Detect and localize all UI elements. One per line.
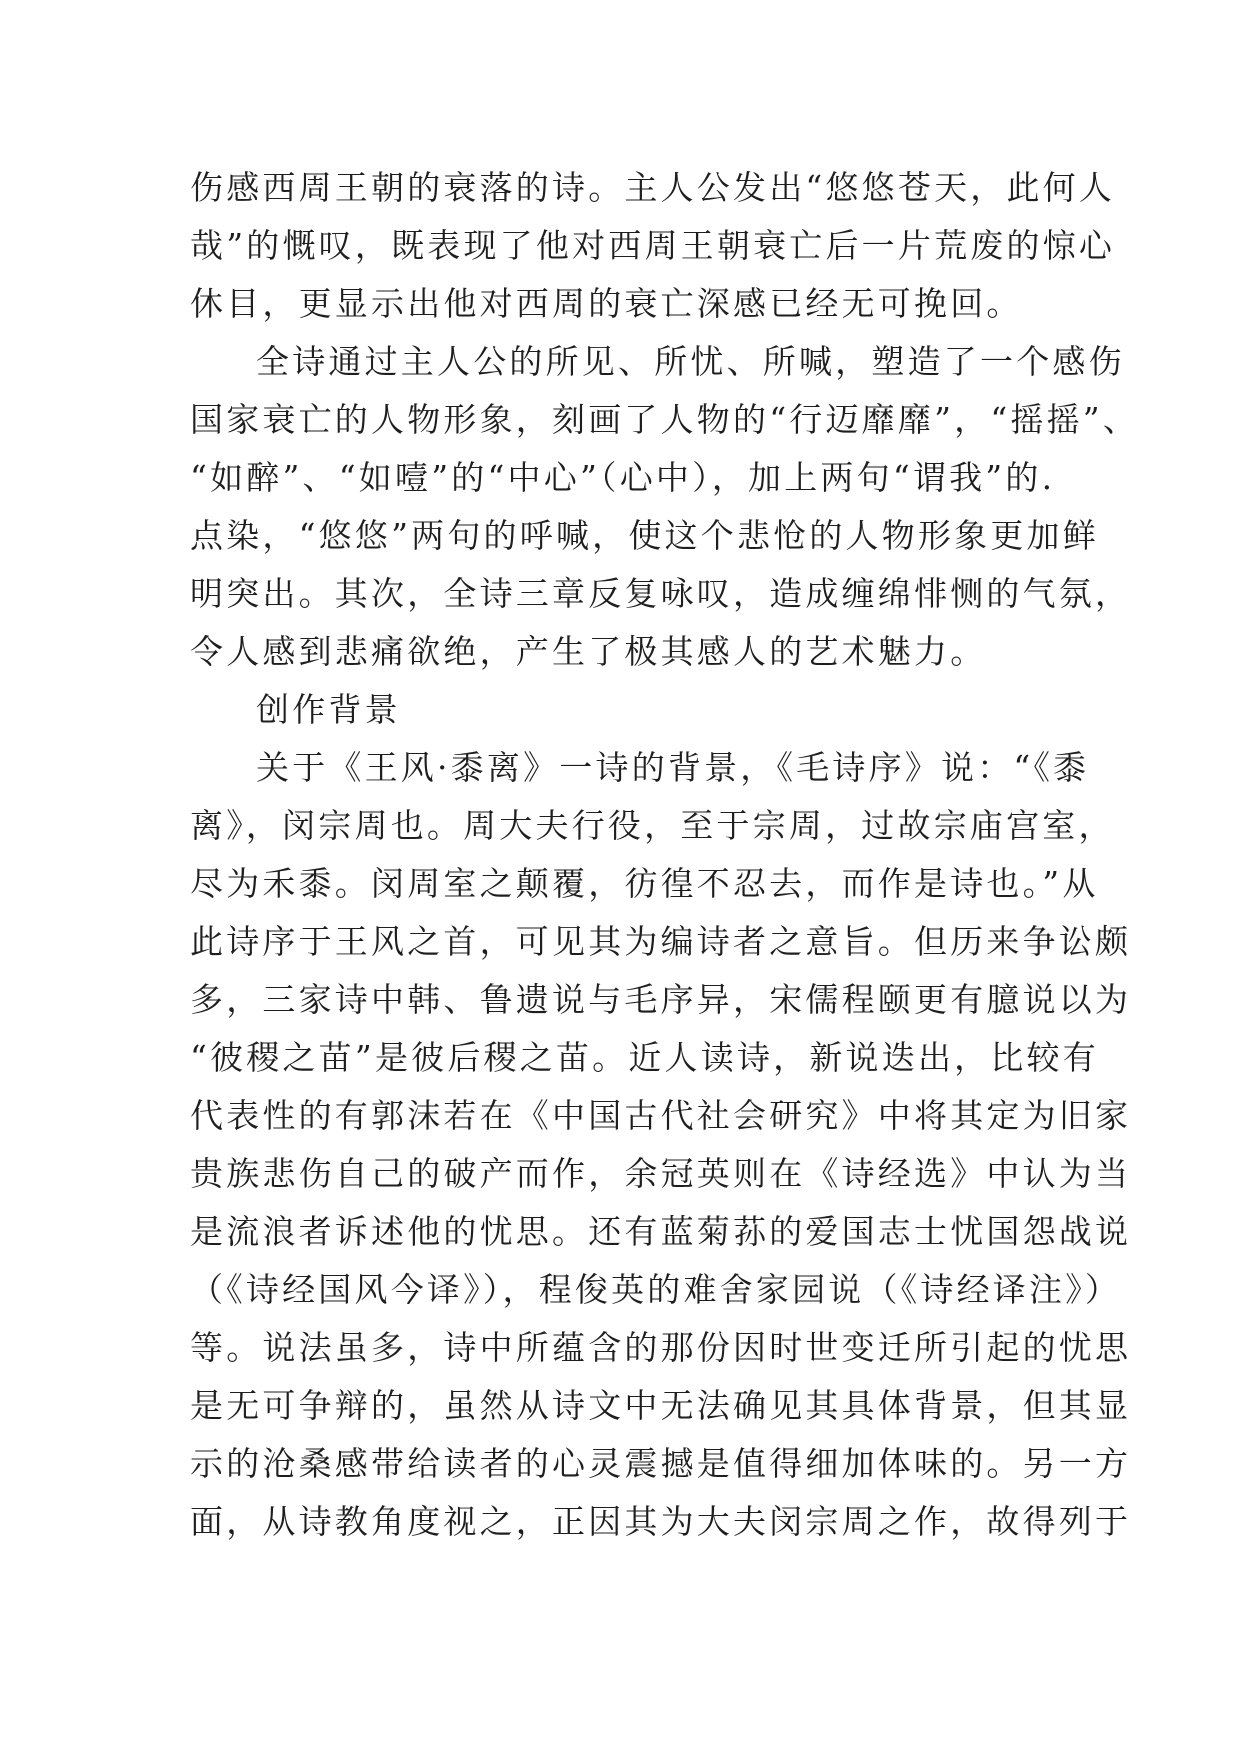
document-page xyxy=(190,159,1140,1551)
text-line: 贵族悲伤自己的破产而作，余冠英则在《诗经选》中认为当 xyxy=(190,1154,1132,1193)
text-line: 是无可争辩的，虽然从诗文中无法确见其具体背景，但其显 xyxy=(190,1386,1132,1425)
text-line: 令人感到悲痛欲绝，产生了极其感人的艺术魅力。 xyxy=(190,632,987,671)
text-line: “彼稷之苗”是彼后稷之苗。近人读诗，新说迭出，比较有 xyxy=(190,1038,1099,1077)
text-line: 关于《王风·黍离》一诗的背景，《毛诗序》说：“《黍 xyxy=(256,748,1090,787)
text-line: 哉”的慨叹，既表现了他对西周王朝衰亡后一片荒废的惊心 xyxy=(190,226,1116,265)
text-line: 全诗通过主人公的所见、所忧、所喊，塑造了一个感伤 xyxy=(256,342,1125,381)
text-line: 休目，更显示出他对西周的衰亡深感已经无可挽回。 xyxy=(190,284,1023,323)
text-line: 示的沧桑感带给读者的心灵震撼是值得细加体味的。另一方 xyxy=(190,1444,1132,1483)
text-line: 尽为禾黍。闵周室之颠覆，彷徨不忍去，而作是诗也。”从 xyxy=(190,864,1099,903)
text-line: 创作背景 xyxy=(256,690,401,729)
text-line: 等。说法虽多，诗中所蕴含的那份因时世变迁所引起的忧思 xyxy=(190,1328,1132,1367)
text-line: 代表性的有郭沫若在《中国古代社会研究》中将其定为旧家 xyxy=(190,1096,1132,1135)
text-line: 点染，“悠悠”两句的呼喊，使这个悲怆的人物形象更加鲜 xyxy=(190,516,1099,555)
text-line: 明突出。其次，全诗三章反复咏叹，造成缠绵悱恻的气氛， xyxy=(190,574,1132,613)
text-line: 国家衰亡的人物形象，刻画了人物的“行迈靡靡”，“摇摇”、 xyxy=(190,400,1140,439)
text-line: “如醉”、“如噎”的“中心”（心中），加上两句“谓我”的. xyxy=(190,458,1056,497)
text-line: 此诗序于王风之首，可见其为编诗者之意旨。但历来争讼颇 xyxy=(190,922,1132,961)
text-line: 离》，闵宗周也。周大夫行役，至于宗周，过故宗庙宫室， xyxy=(190,806,1115,845)
text-line: 是流浪者诉述他的忧思。还有蓝菊荪的爱国志士忧国怨战说 xyxy=(190,1212,1132,1251)
text-line: 伤感西周王朝的衰落的诗。主人公发出“悠悠苍天，此何人 xyxy=(190,168,1116,207)
text-line: 多，三家诗中韩、鲁遗说与毛序异，宋儒程颐更有臆说以为 xyxy=(190,980,1132,1019)
text-line: 面，从诗教角度视之，正因其为大夫闵宗周之作，故得列于 xyxy=(190,1502,1132,1541)
text-line: （《诗经国风今译》），程俊英的难舍家园说（《诗经译注》） xyxy=(190,1270,1122,1309)
